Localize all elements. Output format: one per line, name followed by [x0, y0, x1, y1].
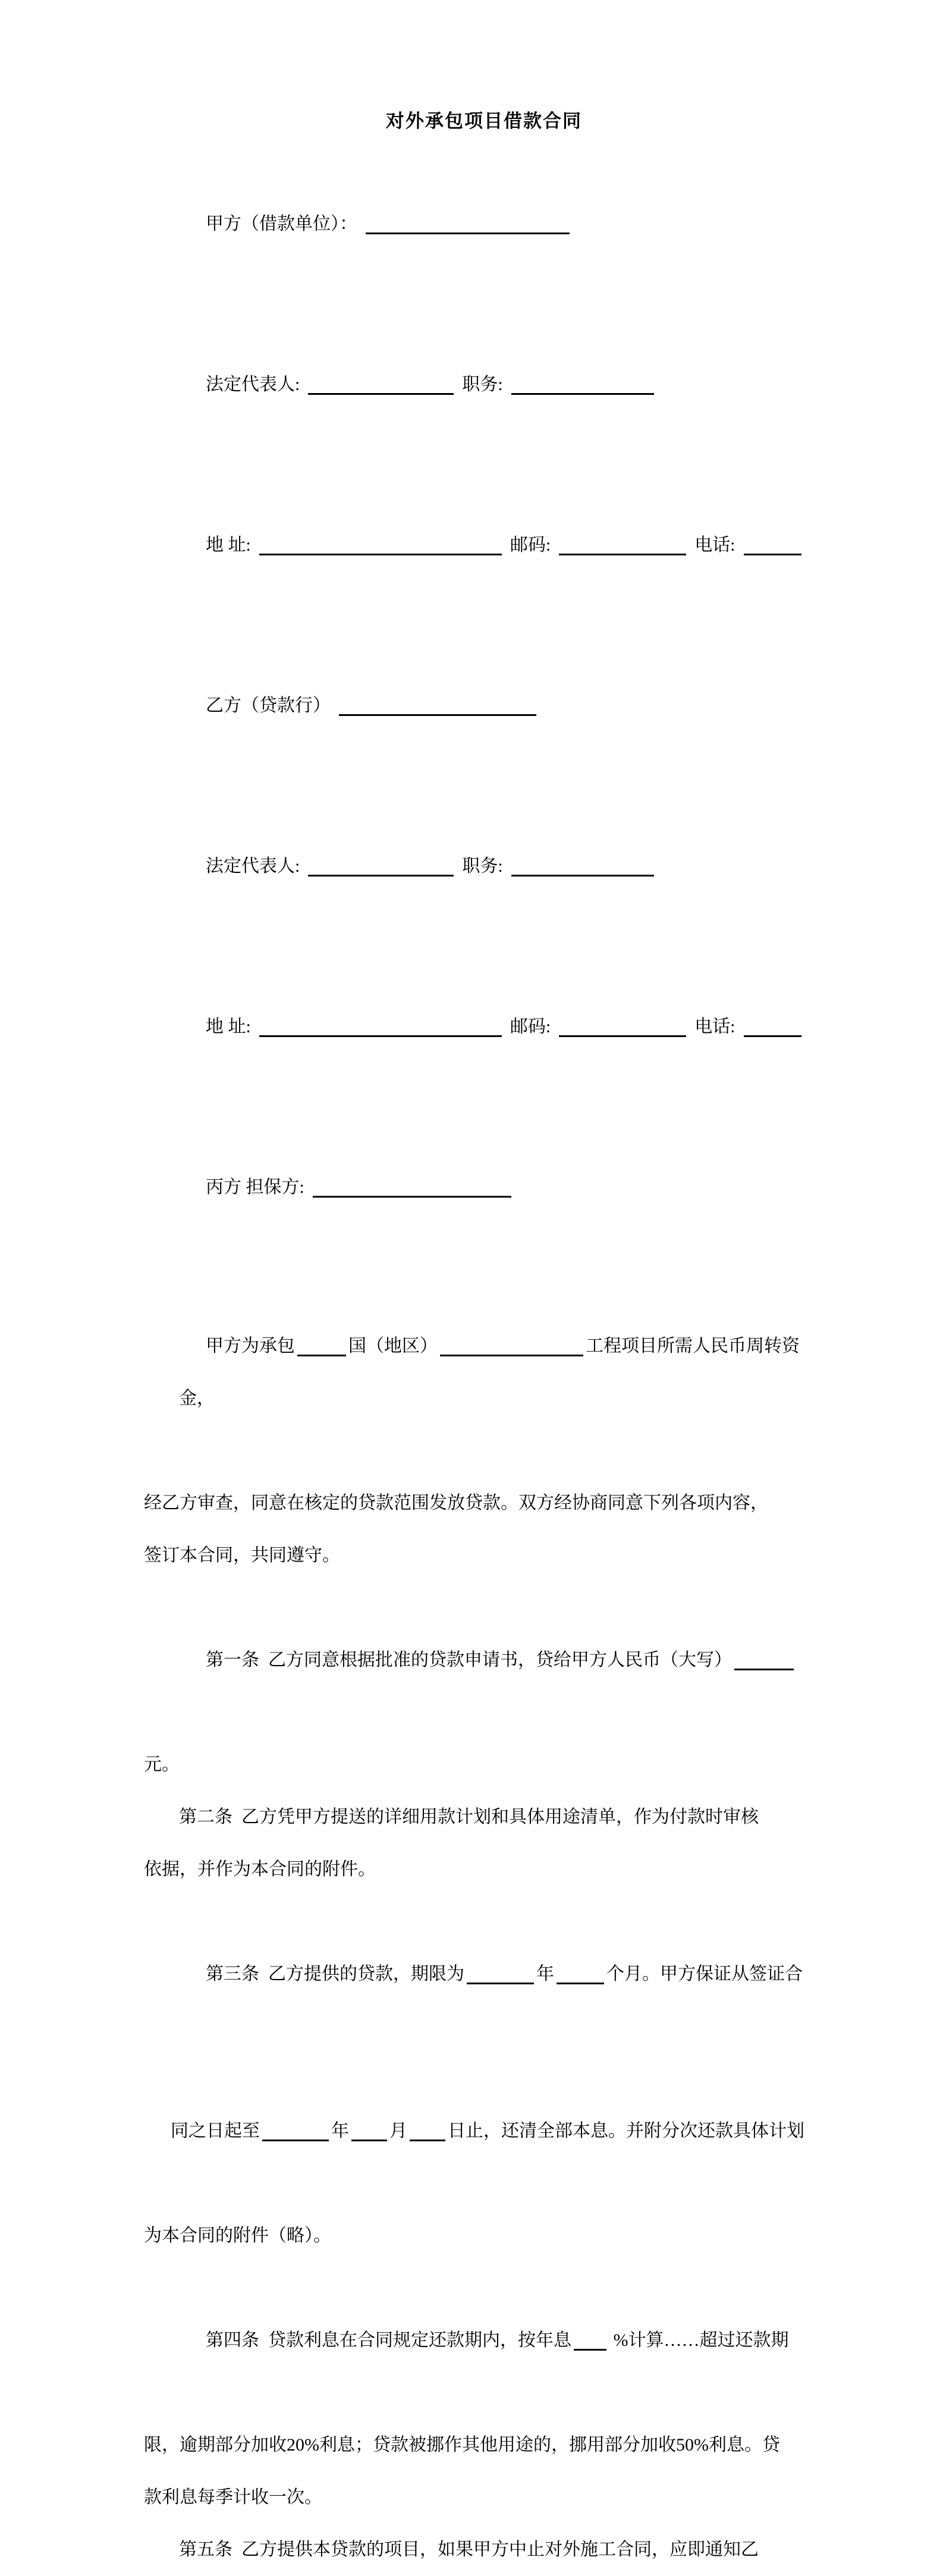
article-4-line-3: 款利息每季计收一次。 [144, 2487, 322, 2507]
amount-blank [734, 1648, 794, 1670]
article-2-line-1: 第二条 乙方凭甲方提送的详细用款计划和具体用途清单，作为付款时审核 [179, 1807, 759, 1827]
term-months-blank [557, 1962, 604, 1984]
party-a-zip-blank [559, 533, 686, 555]
party-a-phone-blank [744, 533, 801, 555]
due-month-blank [351, 2119, 387, 2141]
article-3-line-3: 为本合同的附件（略）。 [144, 2226, 331, 2245]
party-b-phone-blank [744, 1015, 801, 1037]
intro-line1-text2: 国（地区） [348, 1336, 438, 1356]
intro-line-3: 签订本合同，共同遵守。 [144, 1545, 340, 1565]
party-b-duty-label: 职务: [462, 856, 503, 876]
party-c-row [144, 1107, 824, 1268]
intro-line1-text3: 工程项目所需人民币周转资金， [179, 1336, 800, 1408]
article-4-line1-text2: %计算……超过还款期 [609, 2330, 789, 2350]
party-b-phone-label: 电话: [694, 1017, 735, 1036]
due-day-blank [410, 2119, 445, 2141]
intro-line-2: 经乙方审查，同意在核定的贷款范围发放贷款。双方经协商同意下列各项内容， [144, 1493, 768, 1513]
article-3-line1-text3: 个月。甲方保证从签证合 [606, 1964, 803, 1984]
party-a-address-label: 地 址: [206, 535, 251, 555]
party-a-duty-blank [511, 373, 654, 395]
article-3-line2-text2: 年 [331, 2121, 349, 2141]
party-b-name-blank [339, 694, 536, 716]
document-body [144, 144, 824, 2576]
article-2-line-2: 依据，并作为本合同的附件。 [144, 1859, 376, 1879]
article-1-line-2: 元。 [144, 1755, 180, 1774]
article-4-line-1 [144, 2262, 824, 2419]
party-a-address-row [144, 465, 824, 626]
article-5-line-1: 第五条 乙方提供本贷款的项目，如果甲方中止对外施工合同，应即通知乙 [179, 2540, 759, 2559]
intro-line-1 [144, 1268, 824, 1477]
country-blank [297, 1334, 346, 1356]
article-3-line-1 [144, 1896, 824, 2053]
party-b-legal-rep-blank [308, 855, 454, 877]
region-blank [440, 1334, 583, 1356]
article-3-line-2 [144, 2053, 824, 2210]
interest-rate-blank [574, 2329, 606, 2351]
party-c-name-blank [313, 1176, 511, 1198]
party-c-label: 丙方 担保方: [206, 1177, 304, 1197]
party-a-legal-rep-row [144, 304, 824, 465]
article-1-line-1 [144, 1582, 824, 1739]
article-4-line1-text1: 第四条 贷款利息在合同规定还款期内，按年息 [206, 2330, 571, 2350]
party-a-row [144, 144, 824, 304]
party-b-address-row [144, 947, 824, 1107]
intro-line1-text1: 甲方为承包 [206, 1336, 295, 1356]
article-3-line1-text2: 年 [536, 1964, 554, 1984]
party-b-legal-rep-row [144, 786, 824, 947]
article-1-text: 第一条 乙方同意根据批准的贷款申请书，贷给甲方人民币（大写） [206, 1650, 732, 1670]
document-title: 对外承包项目借款合同 [386, 111, 582, 131]
party-b-zip-blank [559, 1015, 686, 1037]
party-a-legal-rep-label: 法定代表人: [206, 375, 300, 394]
party-a-duty-label: 职务: [462, 375, 503, 394]
due-year-blank [262, 2119, 329, 2141]
party-b-legal-rep-label: 法定代表人: [206, 856, 300, 876]
party-b-address-label: 地 址: [206, 1017, 251, 1036]
term-years-blank [467, 1962, 534, 1984]
party-b-row [144, 626, 824, 786]
article-3-line2-text1: 同之日起至 [171, 2121, 260, 2141]
party-b-duty-blank [511, 855, 654, 877]
party-a-name-blank [366, 212, 570, 234]
article-3-line2-text3: 月 [389, 2121, 407, 2141]
article-3-line1-text1: 第三条 乙方提供的贷款，期限为 [206, 1964, 464, 1984]
article-3-line2-text4: 日止，还清全部本息。并附分次还款具体计划 [448, 2121, 804, 2141]
party-b-zip-label: 邮码: [510, 1017, 551, 1036]
party-b-label: 乙方（贷款行） [206, 696, 331, 715]
party-b-address-blank [259, 1015, 502, 1037]
party-a-phone-label: 电话: [694, 535, 735, 555]
party-a-address-blank [259, 533, 502, 555]
party-a-label: 甲方（借款单位）： [206, 214, 357, 234]
party-a-legal-rep-blank [308, 373, 454, 395]
article-4-line-2: 限，逾期部分加收20%利息；贷款被挪作其他用途的，挪用部分加收50%利息。贷 [144, 2435, 780, 2455]
party-a-zip-label: 邮码: [510, 535, 551, 555]
